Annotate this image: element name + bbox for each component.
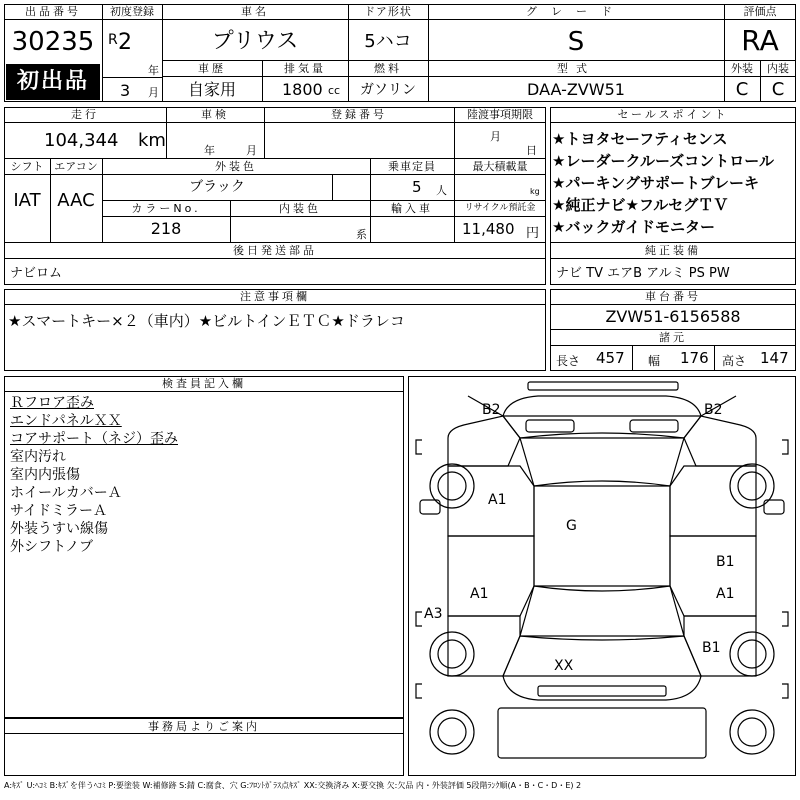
selling-point: ★純正ナビ★フルセグＴＶ [552, 196, 729, 214]
colorno-label: カラーNo. [102, 201, 230, 217]
history-label: 車歴 [162, 61, 262, 77]
mark-g-center: G [566, 518, 577, 534]
load-label: 最大積載量 [454, 159, 546, 175]
mark-b1-right-rear: B1 [702, 640, 721, 656]
fuel: ガソリン [360, 82, 416, 98]
chassis-number: ZVW51-6156588 [605, 307, 741, 326]
ac: AAC [57, 190, 95, 211]
model: DAA-ZVW51 [527, 80, 625, 99]
score-label: 評価点 [724, 4, 796, 20]
seats-label: 乗車定員 [370, 159, 454, 175]
equipment: ナビ TV エアB アルミ PS PW [556, 266, 730, 281]
intcolor-label: 内装色 [230, 201, 370, 217]
color-number: 218 [150, 219, 182, 238]
selling-point: ★トヨタセーフティセンス [552, 130, 728, 148]
shift-label: シフト [4, 159, 50, 175]
later-parts: ナビロム [10, 266, 63, 281]
selling-points-label: セールスポイント [550, 107, 796, 123]
int-rating: C [771, 79, 785, 100]
car-diagram [408, 376, 796, 776]
legend: A:ｷｽﾞ U:ﾍｺﾐ B:ｷｽﾞを伴うﾍｺﾐ P:要塗装 W:補修跡 S:錆 C:腐食、穴 G:ﾌﾛﾝﾄｶﾞﾗｽ点ｷｽﾞ XX:交換済み X:要交換 欠:欠品 内・外装評価 5段階ﾗﾝｸ順(A・B・C・D・E) 2 [4, 781, 582, 790]
inspector-line: サイドミラーＡ [10, 503, 108, 519]
office-block [4, 718, 404, 776]
reg-era: R [108, 32, 118, 48]
inspection-month: 月 [246, 144, 257, 157]
displacement: 1800 [282, 80, 323, 99]
inspector-line: 外シフトノブ [10, 539, 94, 555]
transfer-day: 日 [526, 144, 537, 157]
chassis-label: 車台番号 [550, 289, 796, 305]
recycle-fee: 11,480 [462, 220, 515, 238]
year-unit: 年 [148, 64, 159, 77]
color-label: 外装色 [102, 159, 370, 175]
lot-number: 30235 [11, 27, 95, 57]
inspection-label: 車検 [166, 107, 264, 123]
mark-a1-left-mid: A1 [470, 586, 489, 602]
car-name: プリウス [211, 29, 299, 54]
transfer-label: 陸渡事項期限 [454, 107, 546, 123]
ext-rating: C [735, 79, 749, 100]
reg-month: 3 [120, 81, 131, 100]
selling-point: ★レーダークルーズコントロール [552, 152, 774, 170]
width-label: 幅 [648, 354, 661, 368]
selling-point: ★パーキングサポートブレーキ [552, 174, 759, 192]
inspector-line: 室内内張傷 [10, 467, 80, 483]
office-label: 事務局よりご案内 [4, 718, 404, 734]
transfer-month: 月 [490, 130, 501, 143]
height: 147 [760, 349, 789, 367]
reg-label: 初度登録 [102, 4, 162, 20]
grade-label: グレード [428, 4, 724, 20]
mark-a3-left: A3 [424, 606, 443, 622]
displacement-label: 排気量 [262, 61, 348, 77]
name-label: 車名 [162, 4, 348, 20]
first-listing-badge: 初出品 [6, 64, 100, 100]
import-label: 輸入車 [370, 201, 454, 217]
plate-label: 登録番号 [264, 107, 454, 123]
km-unit: km [138, 130, 166, 151]
int-label: 内装 [760, 61, 796, 77]
intcolor-unit: 系 [356, 228, 367, 241]
height-label: 高さ [722, 354, 747, 368]
inspector-line: コアサポート（ネジ）歪み [10, 431, 178, 447]
mark-b2-left: B2 [482, 402, 501, 418]
mark-xx-rear: XX [554, 658, 574, 674]
model-label: 型式 [428, 61, 724, 77]
mileage: 104,344 [44, 130, 119, 151]
mark-a1-right-mid: A1 [716, 586, 735, 602]
ext-label: 外装 [724, 61, 760, 77]
recycle-label: リサイクル預託金 [454, 201, 546, 217]
mark-b2-right: B2 [704, 402, 723, 418]
inspection-year: 年 [204, 144, 215, 157]
seats: 5 [412, 178, 422, 196]
seats-unit: 人 [436, 184, 447, 197]
dims-label: 諸元 [550, 330, 796, 346]
month-unit: 月 [148, 86, 159, 99]
cc-unit: cc [328, 84, 341, 97]
length-label: 長さ [556, 354, 581, 368]
inspector-line: 室内汚れ [10, 449, 66, 465]
door-label: ドア形状 [348, 4, 428, 20]
inspector-label: 検査員記入欄 [4, 376, 404, 392]
length: 457 [596, 349, 625, 367]
recycle-unit: 円 [526, 226, 540, 241]
mark-a1-left-front: A1 [488, 492, 507, 508]
score: RA [741, 24, 779, 57]
selling-point: ★バックガイドモニター [552, 218, 715, 236]
grade: S [567, 27, 585, 57]
history: 自家用 [187, 80, 236, 99]
reg-year: 2 [118, 30, 132, 55]
inspector-line: Ｒフロア歪み [10, 395, 94, 411]
load-unit: kg [530, 187, 540, 196]
notes: ★スマートキー×２（車内）★ビルトインＥＴＣ★ドラレコ [8, 312, 405, 330]
inspector-line: ホイールカバーＡ [10, 485, 122, 501]
notes-label: 注意事項欄 [4, 289, 546, 305]
door-shape: 5ハコ [364, 31, 412, 52]
width: 176 [680, 349, 709, 367]
equipment-label: 純正装備 [550, 243, 796, 259]
inspector-line: エンドパネルＸＸ [10, 413, 122, 429]
body-color: ブラック [189, 179, 245, 195]
later-parts-label: 後日発送部品 [4, 243, 546, 259]
shift: IAT [13, 190, 41, 211]
lot-label: 出品番号 [4, 4, 102, 20]
ac-label: エアコン [50, 159, 102, 175]
fuel-label: 燃料 [348, 61, 428, 77]
inspector-line: 外装うすい線傷 [10, 521, 108, 537]
mark-b1-right-front: B1 [716, 554, 735, 570]
mileage-label: 走行 [4, 107, 166, 123]
